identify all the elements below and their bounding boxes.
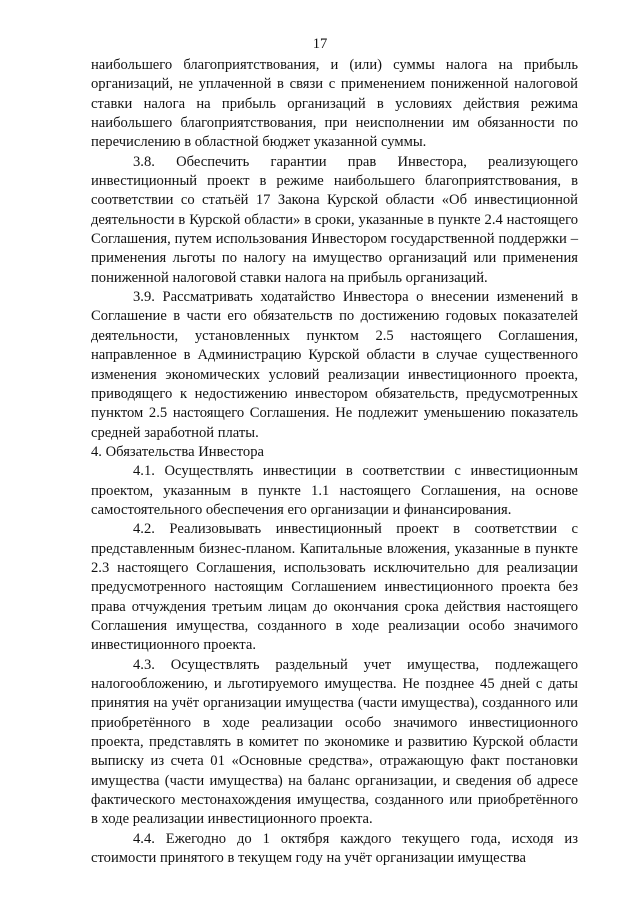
paragraph-3-8: 3.8. Обеспечить гарантии прав Инвестора, реализующего инвестиционный проект в режиме наибольшего благоприятствования, в соответствии со статьёй 17 Закона Курской области «Об инвестиционной деятельности в Курской области» в сроки, указанные в пункте 2.4 настоящего Соглашения, путем использования Инвестором государственной поддержки – применения льготы по налогу на имущество организаций или применения пониженной налоговой ставки налога на прибыль организаций. (91, 153, 578, 286)
paragraph-3-9: 3.9. Рассматривать ходатайство Инвестора о внесении изменений в Соглашение в части его обязательств по достижению годовых показателей деятельности, установленных пунктом 2.5 настоящего Соглашения, направленное в Администрацию Курской области в случае существенного изменения экономических условий реализации инвестиционного проекта, приводящего к недостижению инвестором обязательств, предусмотренных пунктом 2.5 настоящего Соглашения. Не подлежит уменьшению показатель средней заработной платы. (91, 289, 578, 441)
page-number: 17 (312, 36, 328, 52)
paragraph-4-3: 4.3. Осуществлять раздельный учет имущества, подлежащего налогообложению, и льготируемого имущества. Не позднее 45 дней с даты принятия на учёт организации имущества (части имущества), созданного или приобретённого в ходе реализации особо значимого инвестиционного проекта, представлять в комитет по экономике и развитию Курской области выписку из счета 01 «Основные средства», отражающую факт постановки имущества (части имущества) на баланс организации, и сведения об адресе фактического местонахождения имущества, созданного или приобретённого в ходе реализации инвестиционного проекта. (91, 656, 578, 828)
paragraph-4-1: 4.1. Осуществлять инвестиции в соответствии с инвестиционным проектом, указанным в пункте 1.1 настоящего Соглашения, на основе самостоятельного обеспечения его организации и финансирования. (91, 463, 578, 518)
paragraph-continuation: наибольшего благоприятствования, и (или) суммы налога на прибыль организаций, не уплаченной в связи с применением пониженной налоговой ставки налога на прибыль организаций в условиях действия режима наибольшего благоприятствования, при неисполнении им обязанности по перечислению в областной бюджет указанной суммы. (91, 57, 578, 151)
section-heading: 4. Обязательства Инвестора (91, 443, 264, 460)
document-body (91, 56, 578, 868)
paragraph-4-4: 4.4. Ежегодно до 1 октября каждого текущего года, исходя из стоимости принятого в текущем году на учёт организации имущества (91, 830, 578, 867)
paragraph-4-2: 4.2. Реализовывать инвестиционный проект в соответствии с представленным бизнес-планом. Капитальные вложения, указанные в пункте 2.3 настоящего Соглашения, использовать исключительно для реализации предусмотренного настоящим Соглашением инвестиционного проекта без права отчуждения третьим лицам до окончания срока действия настоящего Соглашения имущества, созданного в ходе реализации особо значимого инвестиционного проекта. (91, 521, 578, 654)
